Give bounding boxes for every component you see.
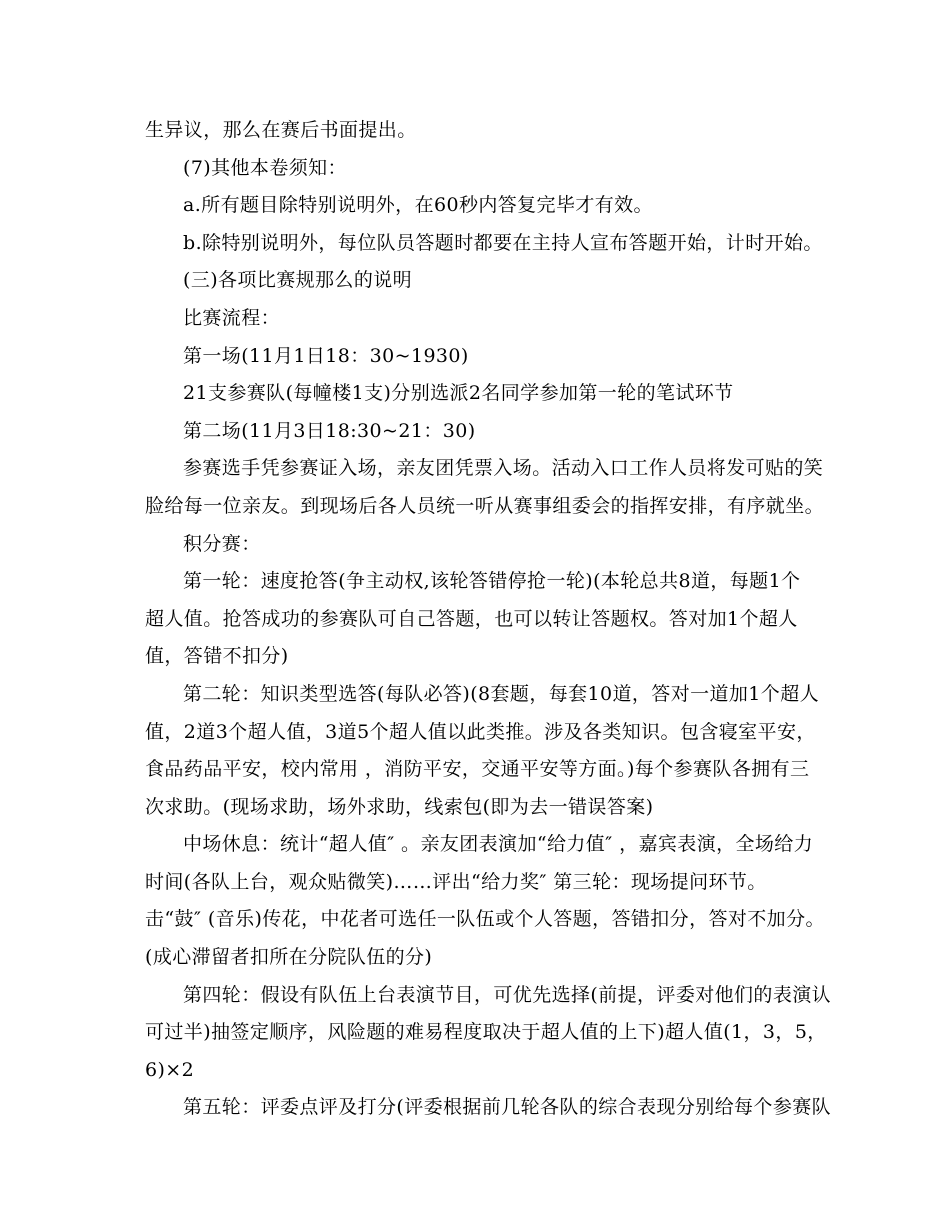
text-line: 21支参赛队(每幢楼1支)分别选派2名同学参加第一轮的笔试环节 [183, 382, 734, 405]
text-line: (三)各项比赛规那么的说明 [183, 269, 413, 292]
text-line: 积分赛： [183, 532, 261, 555]
text-line: 脸给每一位亲友。到现场后各人员统一听从赛事组委会的指挥安排，有序就坐。 [145, 494, 825, 517]
document-body [145, 112, 832, 1127]
text-line: 比赛流程： [183, 306, 281, 329]
text-line: (成心滞留者扣所在分院队伍的分) [145, 946, 433, 969]
text-line: 参赛选手凭参赛证入场，亲友团凭票入场。活动入口工作人员将发可贴的笑 [183, 457, 824, 480]
text-line: 值，答错不扣分) [145, 645, 289, 668]
text-line: 可过半)抽签定顺序，风险题的难易程度取决于超人值的上下)超人值(1，3，5， [145, 1021, 827, 1044]
text-line: 第二轮：知识类型选答(每队必答)(8套题，每套10道，答对一道加1个超人 [183, 682, 819, 705]
text-line: 第二场(11月3日18:30~21：30) [183, 419, 476, 442]
text-line: a.所有题目除特别说明外，在60秒内答复完毕才有效。 [183, 194, 653, 217]
text-line: 时间(各队上台，观众贴微笑)……评出“给力奖″ 第三轮：现场提问环节。 [145, 870, 767, 893]
text-line: 超人值。抢答成功的参赛队可自己答题，也可以转让答题权。答对加1个超人 [145, 607, 798, 630]
text-line: 6)×2 [145, 1058, 195, 1081]
text-line: 次求助。(现场求助，场外求助，线索包(即为去一错误答案) [145, 795, 654, 818]
text-line: 值，2道3个超人值，3道5个超人值以此类推。涉及各类知识。包含寝室平安， [145, 720, 816, 743]
text-line: 第一场(11月1日18：30~1930) [183, 344, 469, 367]
text-line: 第一轮：速度抢答(争主动权,该轮答错停抢一轮)(本轮总共8道，每题1个 [183, 570, 801, 593]
text-line: 中场休息：统计“超人值″ 。亲友团表演加“给力值″ ，嘉宾表演，全场给力 [183, 833, 814, 856]
text-line: 第四轮：假设有队伍上台表演节目，可优先选择(前提，评委对他们的表演认 [183, 983, 832, 1006]
text-line: 生异议，那么在赛后书面提出。 [145, 119, 417, 141]
text-line: 食品药品平安，校内常用 ，消防平安，交通平安等方面。)每个参赛队各拥有三 [145, 758, 810, 781]
text-line: 第五轮：评委点评及打分(评委根据前几轮各队的综合表现分别给每个参赛队 [183, 1096, 832, 1119]
text-line: 击“鼓″ (音乐)传花，中花者可选任一队伍或个人答题，答错扣分，答对不加分。 [145, 908, 825, 931]
text-line: (7)其他本卷须知： [183, 156, 347, 179]
text-line: b.除特别说明外，每位队员答题时都要在主持人宣布答题开始，计时开始。 [183, 231, 823, 254]
